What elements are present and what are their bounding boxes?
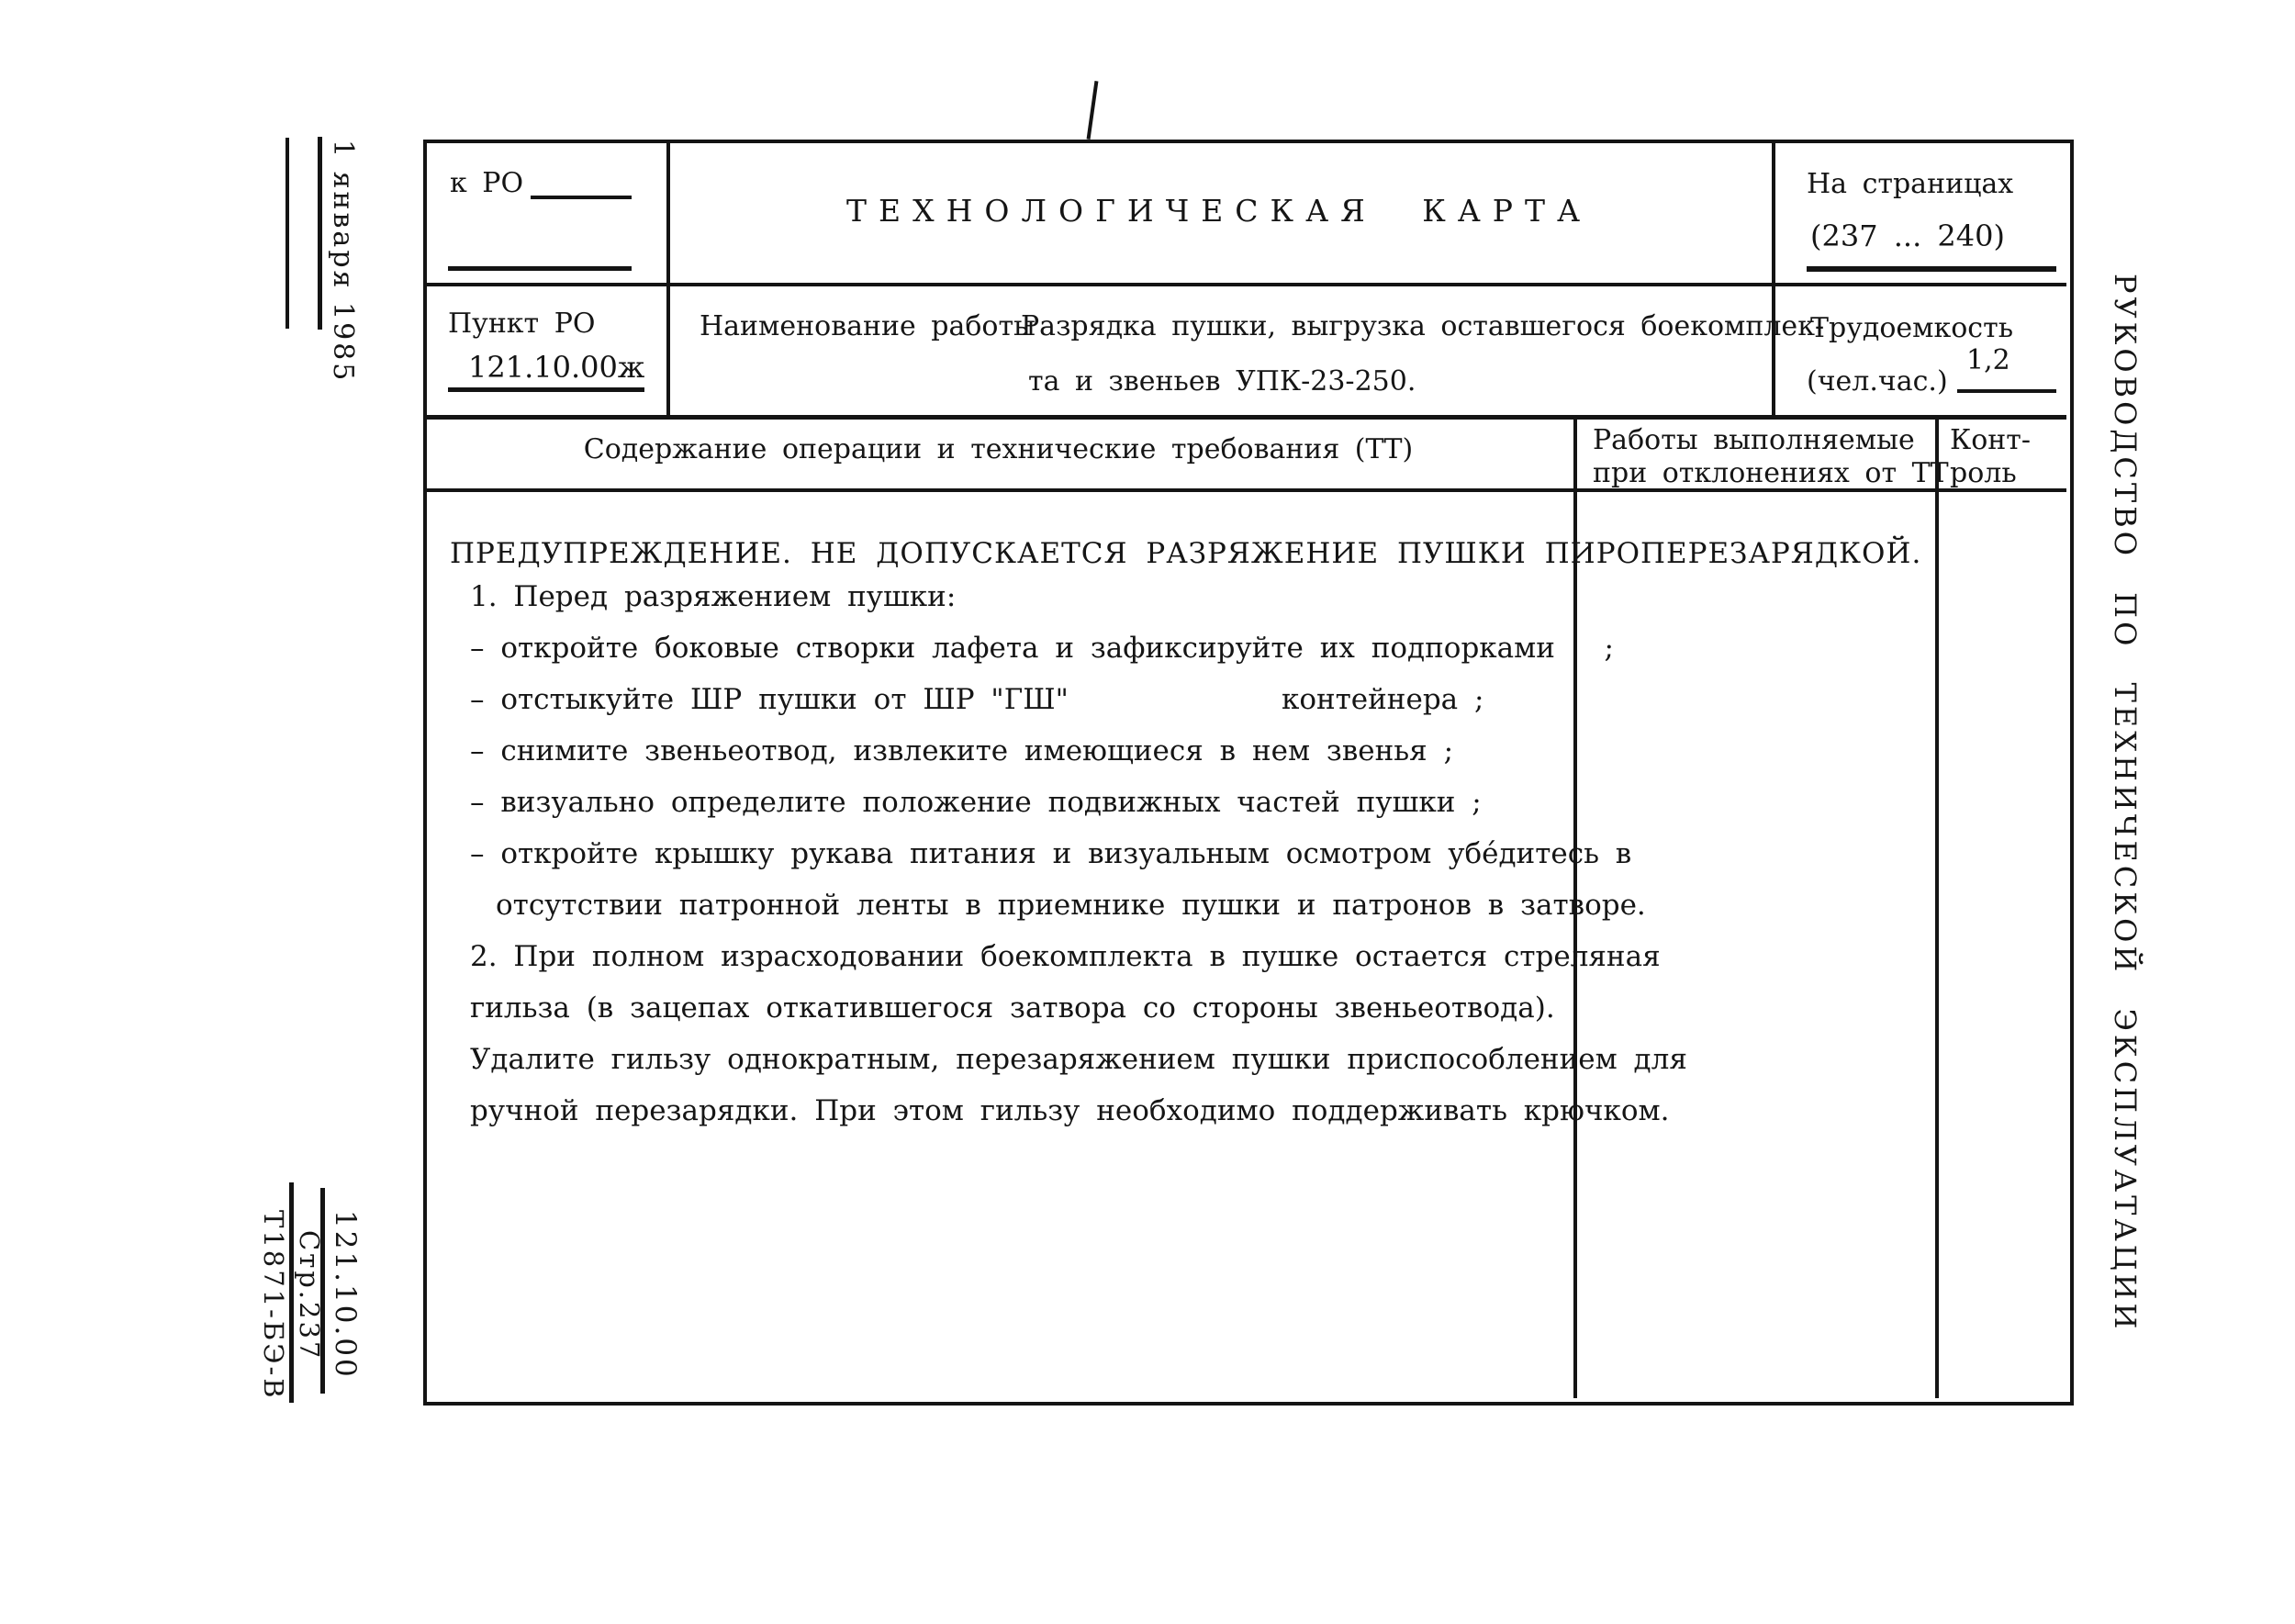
work-name-line1: Разрядка пушки, выгрузка оставшегося боекомплек-: [1021, 310, 1825, 342]
body-line: – откройте крышку рукава питания и визуальным осмотром убе́дитесь в: [470, 837, 1632, 870]
body-line: – откройте боковые створки лафета и зафиксируйте их подпорками ;: [470, 632, 1614, 665]
margin-manual-title: РУКОВОДСТВО ПО ТЕХНИЧЕСКОЙ ЭКСПЛУАТАЦИИ: [2108, 274, 2143, 1333]
column-header-deviations-line2: при отклонениях от ТТ: [1593, 457, 1949, 489]
footer-page: Стр.237: [294, 1230, 325, 1361]
punkt-rule: [448, 387, 644, 392]
k-ro-bottom-rule: [448, 266, 632, 271]
column-header-control-line1: Конт-: [1950, 424, 2032, 456]
page-separator-tick: [1087, 81, 1099, 140]
body-line: отсутствии патронной ленты в приемнике пушки и патронов в затворе.: [496, 889, 1646, 922]
body-line: Удалите гильзу однократным, перезаряжением пушки приспособлением для: [470, 1043, 1687, 1076]
body-line: – отстыкуйте ШР пушки от ШР "ГШ" контейнера ;: [470, 683, 1484, 716]
divider-row1: [423, 283, 2066, 286]
body-line: – снимите звеньеотвод, извлеките имеющиеся в нем звенья ;: [470, 734, 1454, 767]
k-ro-blank-line: [531, 196, 632, 199]
divider-pages-column: [1772, 140, 1775, 419]
work-label: Наименование работы: [700, 310, 1036, 342]
body-line: – визуально определите положение подвижных частей пушки ;: [470, 786, 1482, 819]
body-line: 1. Перед разряжением пушки:: [470, 580, 957, 613]
body-line: ручной перезарядки. При этом гильзу необходимо поддерживать крючком.: [470, 1094, 1670, 1127]
divider-kro-column: [666, 140, 670, 419]
work-name-line2: та и звеньев УПК-23-250.: [1028, 365, 1416, 398]
pages-label: На страницах: [1807, 168, 2014, 200]
footer-section: 121.10.00: [329, 1210, 362, 1380]
column-header-deviations-line1: Работы выполняемые: [1593, 424, 1915, 456]
labor-unit: (чел.час.): [1807, 365, 1948, 398]
pages-value: (237 ... 240): [1810, 218, 2005, 253]
document-title: ТЕХНОЛОГИЧЕСКАЯ КАРТА: [846, 193, 1592, 229]
pages-rule: [1807, 266, 2056, 272]
body-line: гильза (в зацепах откатившегося затвора со стороны звеньеотвода).: [470, 991, 1555, 1025]
labor-label: Трудоемкость: [1810, 312, 2014, 344]
punkt-value: 121.10.00ж: [468, 350, 645, 385]
footer-doc-code: Т1871-БЭ-В: [258, 1210, 289, 1401]
punkt-label: Пункт РО: [448, 308, 596, 340]
column-header-content: Содержание операции и технические требования (ТТ): [583, 433, 1414, 465]
k-ro-label: к РО: [450, 167, 524, 199]
divider-row2: [423, 415, 2066, 420]
margin-date: 1 января 1985: [327, 140, 359, 384]
warning-text: ПРЕДУПРЕЖДЕНИЕ. НЕ ДОПУСКАЕТСЯ РАЗРЯЖЕНИЕ ПУШКИ ПИРОПЕРЕЗАРЯДКОЙ.: [450, 537, 1922, 570]
labor-rule: [1957, 389, 2056, 393]
body-line: 2. При полном израсходовании боекомплекта в пушке остается стреляная: [470, 940, 1661, 973]
date-rule-outer: [285, 138, 289, 329]
column-header-control-line2: роль: [1950, 457, 2017, 489]
date-rule-inner: [318, 137, 322, 330]
labor-value: 1,2: [1966, 344, 2010, 376]
